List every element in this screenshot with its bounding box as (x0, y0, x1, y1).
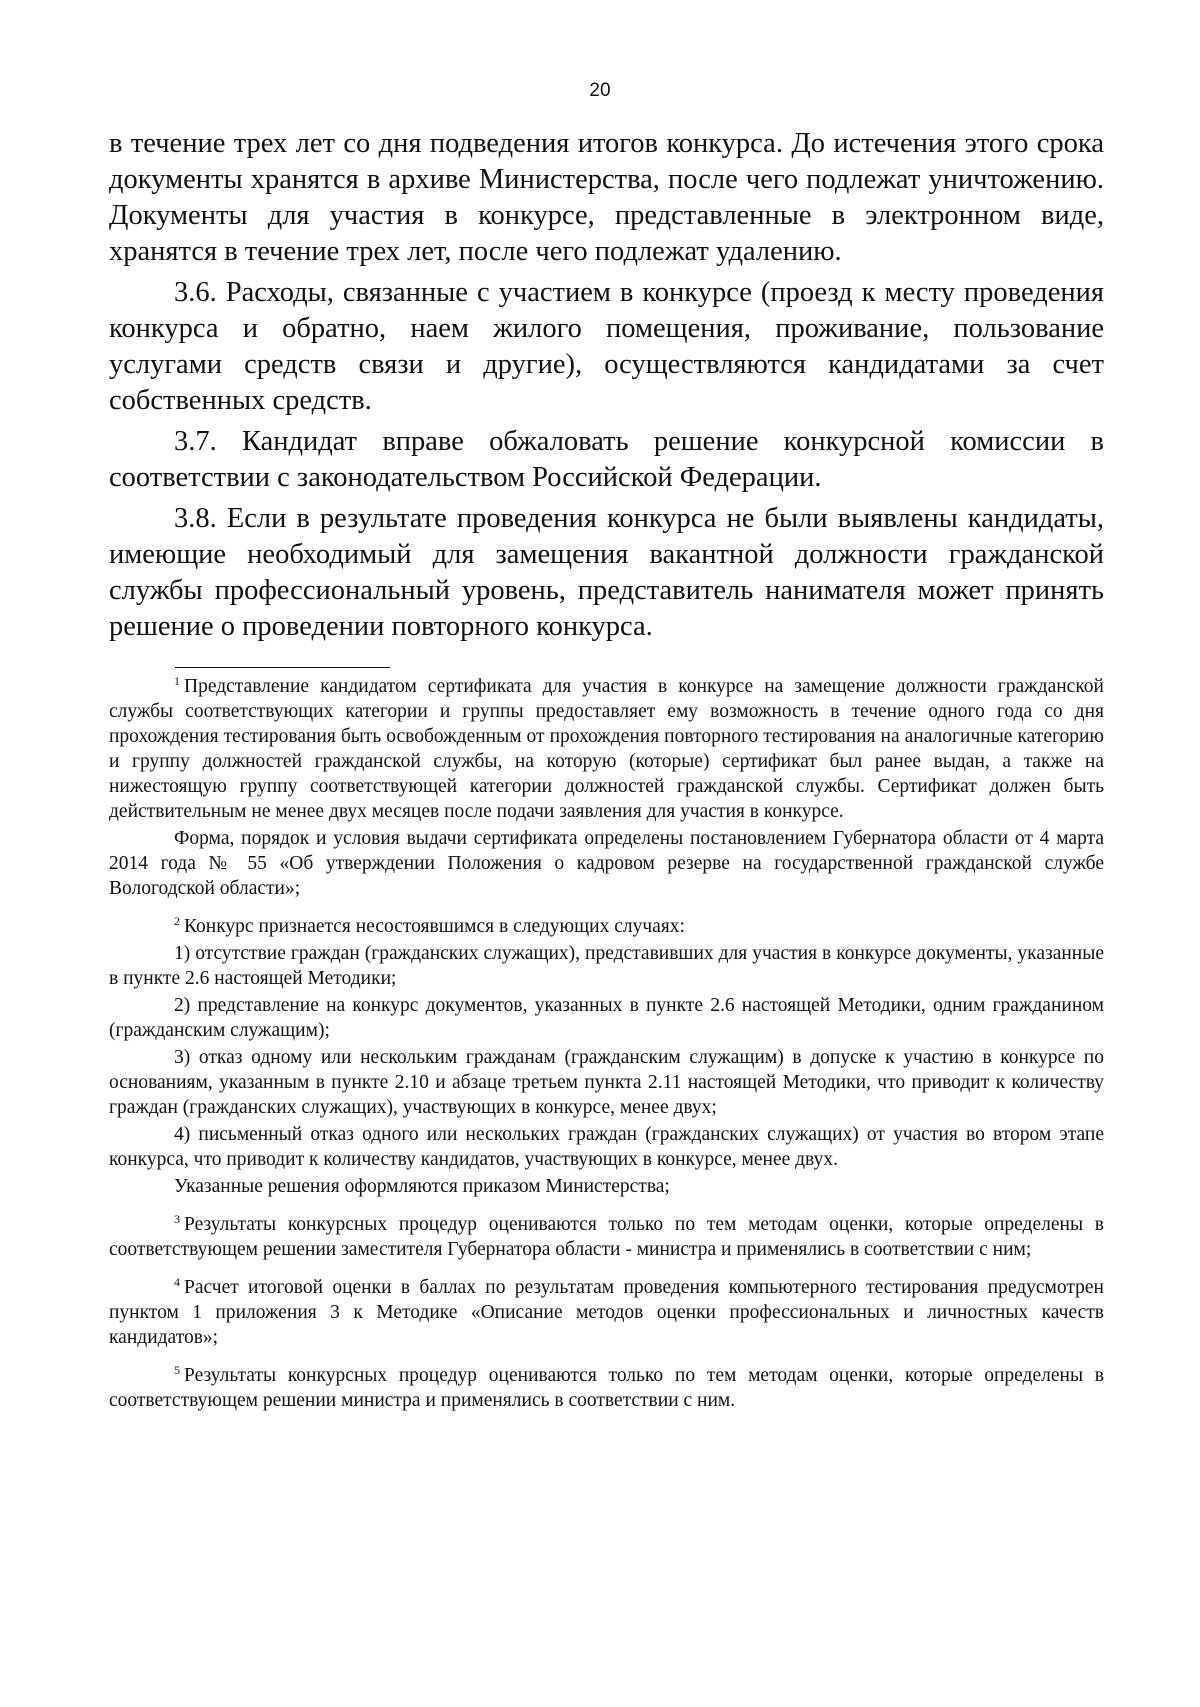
footnote-mark: 4 (174, 1275, 180, 1289)
footnote-text: Конкурс признается несостоявшимся в следующих случаях: (184, 916, 685, 937)
footnote-2-closing: Указанные решения оформляются приказом Министерства; (174, 1176, 670, 1197)
footnote-4 (109, 1275, 1104, 1350)
paragraph-continuation: в течение трех лет со дня подведения итогов конкурса. До истечения этого срока документы хранятся в архиве Министерства, после чего подлежат уничтожению. Документы для участия в конкурсе, представленные в электронном виде, хранятся в течение трех лет, после чего подлежат удалению. (109, 128, 1104, 267)
footnotes (109, 674, 1104, 1415)
footnote-mark: 2 (174, 914, 180, 928)
footnote-text: Результаты конкурсных процедур оцениваются только по тем методам оценки, которые определены в соответствующем решении заместителя Губернатора области - министра и применялись в соответствии с ним; (109, 1214, 1104, 1260)
footnote-mark: 5 (174, 1363, 180, 1377)
footnote-2 (109, 914, 1104, 939)
footnote-2-item: 1) отсутствие граждан (гражданских служащих), представивших для участия в конкурсе документы, указанные в пункте 2.6 настоящей Методики; (109, 943, 1104, 989)
paragraph-3-6: 3.6. Расходы, связанные с участием в конкурсе (проезд к месту проведения конкурса и обратно, наем жилого помещения, проживание, пользование услугами средств связи и другие), осуществляются кандидатами за счет собственных средств. (109, 277, 1104, 416)
footnote-mark: 1 (174, 674, 180, 688)
footnote-text: Расчет итоговой оценки в баллах по результатам проведения компьютерного тестирования предусмотрен пунктом 1 приложения 3 к Методике «Описание методов оценки профессиональных и личностных качеств кандидатов»; (109, 1277, 1104, 1348)
footnote-5 (109, 1363, 1104, 1413)
footnote-mark: 3 (174, 1212, 180, 1226)
paragraph-3-8: 3.8. Если в результате проведения конкурса не были выявлены кандидаты, имеющие необходимый для замещения вакантной должности гражданской службы профессиональный уровень, представитель нанимателя может принять решение о проведении повторного конкурса. (109, 503, 1104, 642)
footnote-1 (109, 674, 1104, 824)
footnote-2-item: 4) письменный отказ одного или нескольких граждан (гражданских служащих) от участия во втором этапе конкурса, что приводит к количеству кандидатов, участвующих в конкурсе, менее двух. (109, 1124, 1104, 1170)
main-text (109, 126, 1104, 650)
footnote-2-item: 2) представление на конкурс документов, указанных в пункте 2.6 настоящей Методики, одним гражданином (гражданским служащим); (109, 995, 1104, 1041)
page-number: 20 (589, 80, 611, 101)
footnote-text: Представление кандидатом сертификата для участия в конкурсе на замещение должности гражданской службы соответствующих категории и группы предоставляет ему возможность в течение одного года со дня прохождения тестирования быть освобожденным от прохождения повторного тестирования на аналогичные категорию и группу должностей гражданской службы, на которую (которые) сертификат был ранее выдан, а также на нижестоящую группу соответствующей категории должностей гражданской службы. Сертификат должен быть действительным не менее двух месяцев после подачи заявления для участия в конкурсе. (109, 676, 1104, 822)
footnote-2-item: 3) отказ одному или нескольким гражданам (гражданским служащим) в допуске к участию в конкурсе по основаниям, указанным в пункте 2.10 и абзаце третьем пункта 2.11 настоящей Методики, что приводит к количеству граждан (гражданских служащих), участвующих в конкурсе, менее двух; (109, 1047, 1104, 1118)
footnote-text: Результаты конкурсных процедур оцениваются только по тем методам оценки, которые определены в соответствующем решении министра и применялись в соответствии с ним. (109, 1365, 1104, 1411)
footnote-1-continued: Форма, порядок и условия выдачи сертификата определены постановлением Губернатора области от 4 марта 2014 года № 55 «Об утверждении Положения о кадровом резерве на государственной гражданской службе Вологодской области»; (109, 828, 1104, 899)
paragraph-3-7: 3.7. Кандидат вправе обжаловать решение конкурсной комиссии в соответствии с законодательством Российской Федерации. (109, 426, 1104, 493)
footnote-3 (109, 1212, 1104, 1262)
footnote-separator (175, 667, 390, 668)
